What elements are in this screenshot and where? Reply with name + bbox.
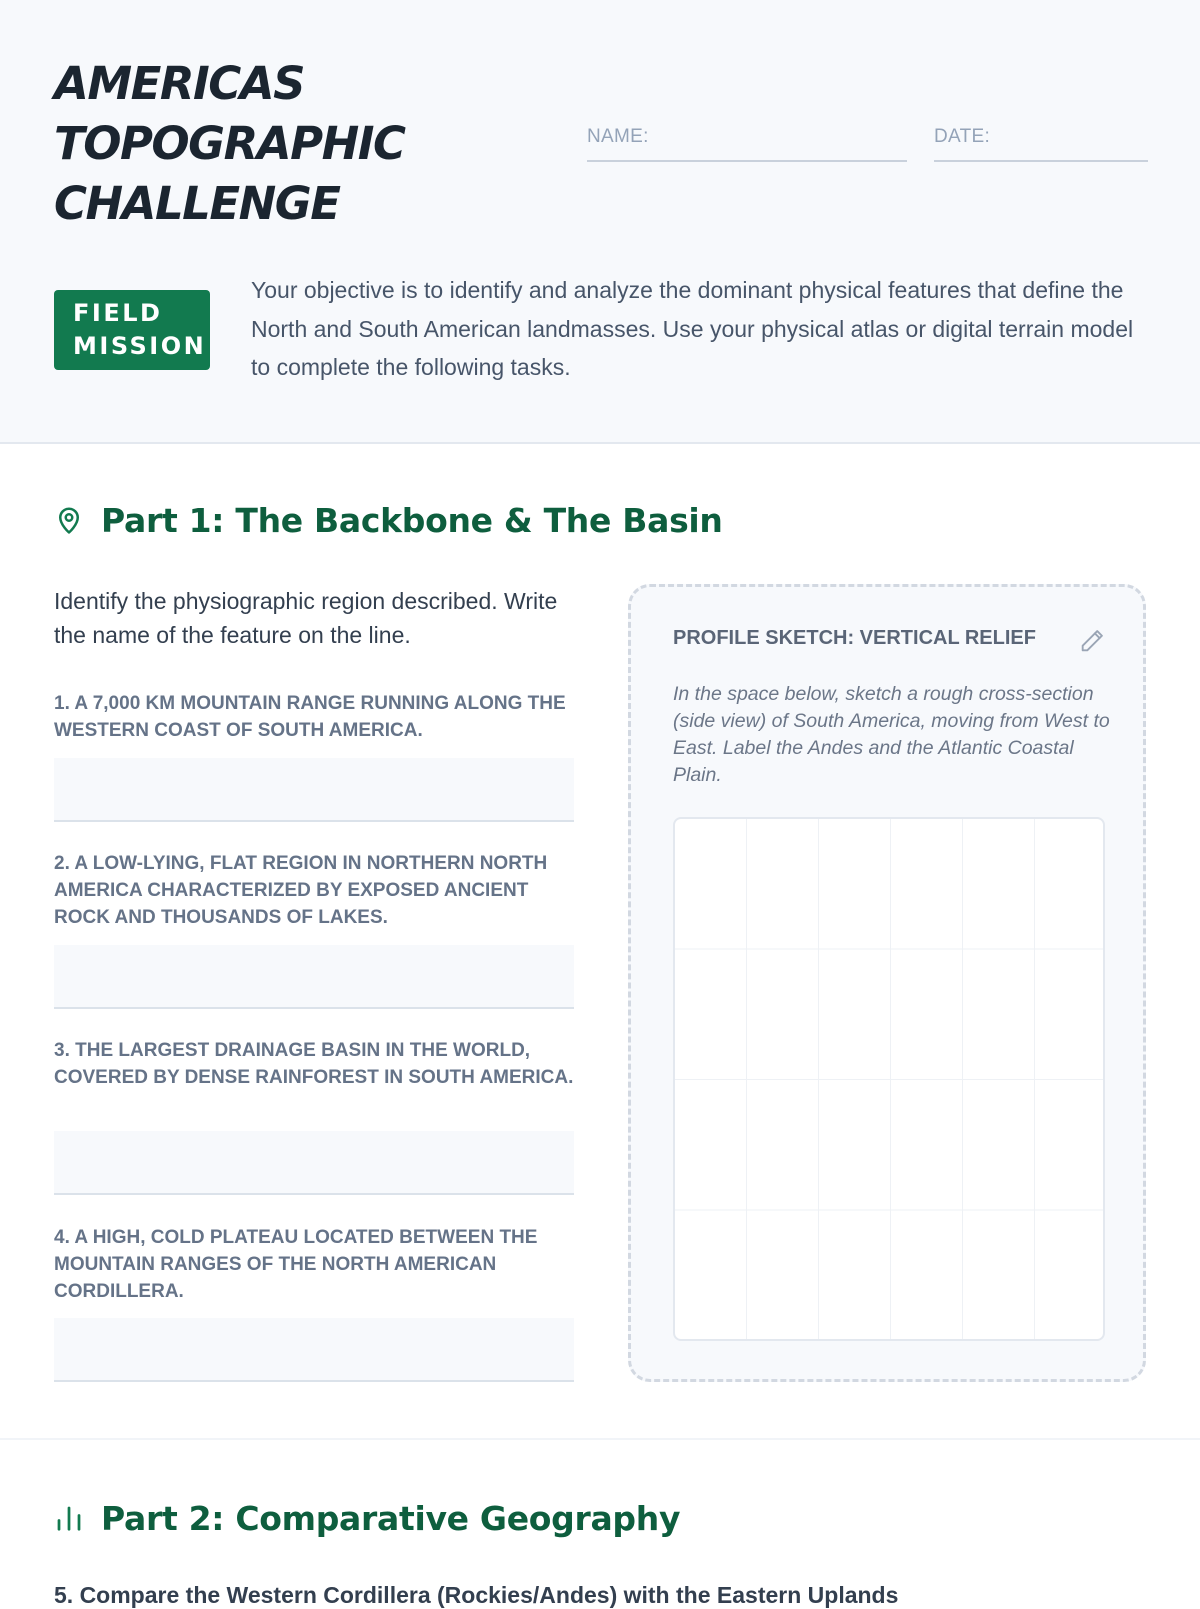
part2-heading xyxy=(54,1498,680,1538)
badge-line: FIELD xyxy=(73,299,163,327)
question-3-answer[interactable] xyxy=(54,1131,574,1195)
title-line: TOPOGRAPHIC xyxy=(54,117,405,170)
worksheet-title xyxy=(54,54,405,234)
part2-title: Part 2: Comparative Geography xyxy=(101,1498,681,1538)
question-1-label: 1. A 7,000 KM MOUNTAIN RANGE RUNNING ALONG THE WESTERN COAST OF SOUTH AMERICA. xyxy=(54,693,566,741)
bar-chart-icon xyxy=(54,1503,84,1533)
question-4-label: 4. A HIGH, COLD PLATEAU LOCATED BETWEEN THE MOUNTAIN RANGES OF THE NORTH AMERICAN CORDILLERA. xyxy=(54,1227,538,1302)
question-3-label: 3. THE LARGEST DRAINAGE BASIN IN THE WORLD, COVERED BY DENSE RAINFOREST IN SOUTH AMERICA. xyxy=(54,1040,574,1088)
question-5-label: 5. Compare the Western Cordillera (Rockies/Andes) with the Eastern Uplands xyxy=(54,1582,899,1608)
pencil-icon xyxy=(1078,627,1106,655)
mission-intro: Your objective is to identify and analyze the dominant physical features that define the North and South American landmasses. Use your physical atlas or digital terrain model to complete the following tasks. xyxy=(251,277,1134,380)
worksheet-header xyxy=(0,0,1200,444)
sketch-instructions: In the space below, sketch a rough cross-section (side view) of South America, moving from West to East. Label the Andes and the Atlantic Coastal Plain. xyxy=(673,683,1110,786)
question-1-answer[interactable] xyxy=(54,758,574,822)
date-label: DATE: xyxy=(934,126,991,147)
name-label: NAME: xyxy=(587,126,649,147)
section-divider xyxy=(0,1438,1200,1440)
field-mission-badge xyxy=(54,290,210,370)
part1-title: Part 1: The Backbone & The Basin xyxy=(101,500,723,540)
question-2-answer[interactable] xyxy=(54,945,574,1009)
question-4-answer[interactable] xyxy=(54,1318,574,1382)
name-field[interactable] xyxy=(587,126,907,162)
sketch-grid-canvas[interactable] xyxy=(673,817,1105,1341)
part1-instructions: Identify the physiographic region described. Write the name of the feature on the line. xyxy=(54,588,558,648)
title-line: CHALLENGE xyxy=(54,177,340,230)
title-line: AMERICAS xyxy=(54,57,305,110)
date-field[interactable] xyxy=(934,126,1148,162)
profile-sketch-panel xyxy=(628,584,1146,1382)
part1-heading xyxy=(54,500,723,540)
badge-line: MISSION xyxy=(73,332,207,360)
map-pin-icon xyxy=(54,505,84,535)
question-2-label: 2. A LOW-LYING, FLAT REGION IN NORTHERN NORTH AMERICA CHARACTERIZED BY EXPOSED ANCIENT ROCK AND THOUSANDS OF LAKES. xyxy=(54,853,548,928)
sketch-title: PROFILE SKETCH: VERTICAL RELIEF xyxy=(673,627,1036,649)
